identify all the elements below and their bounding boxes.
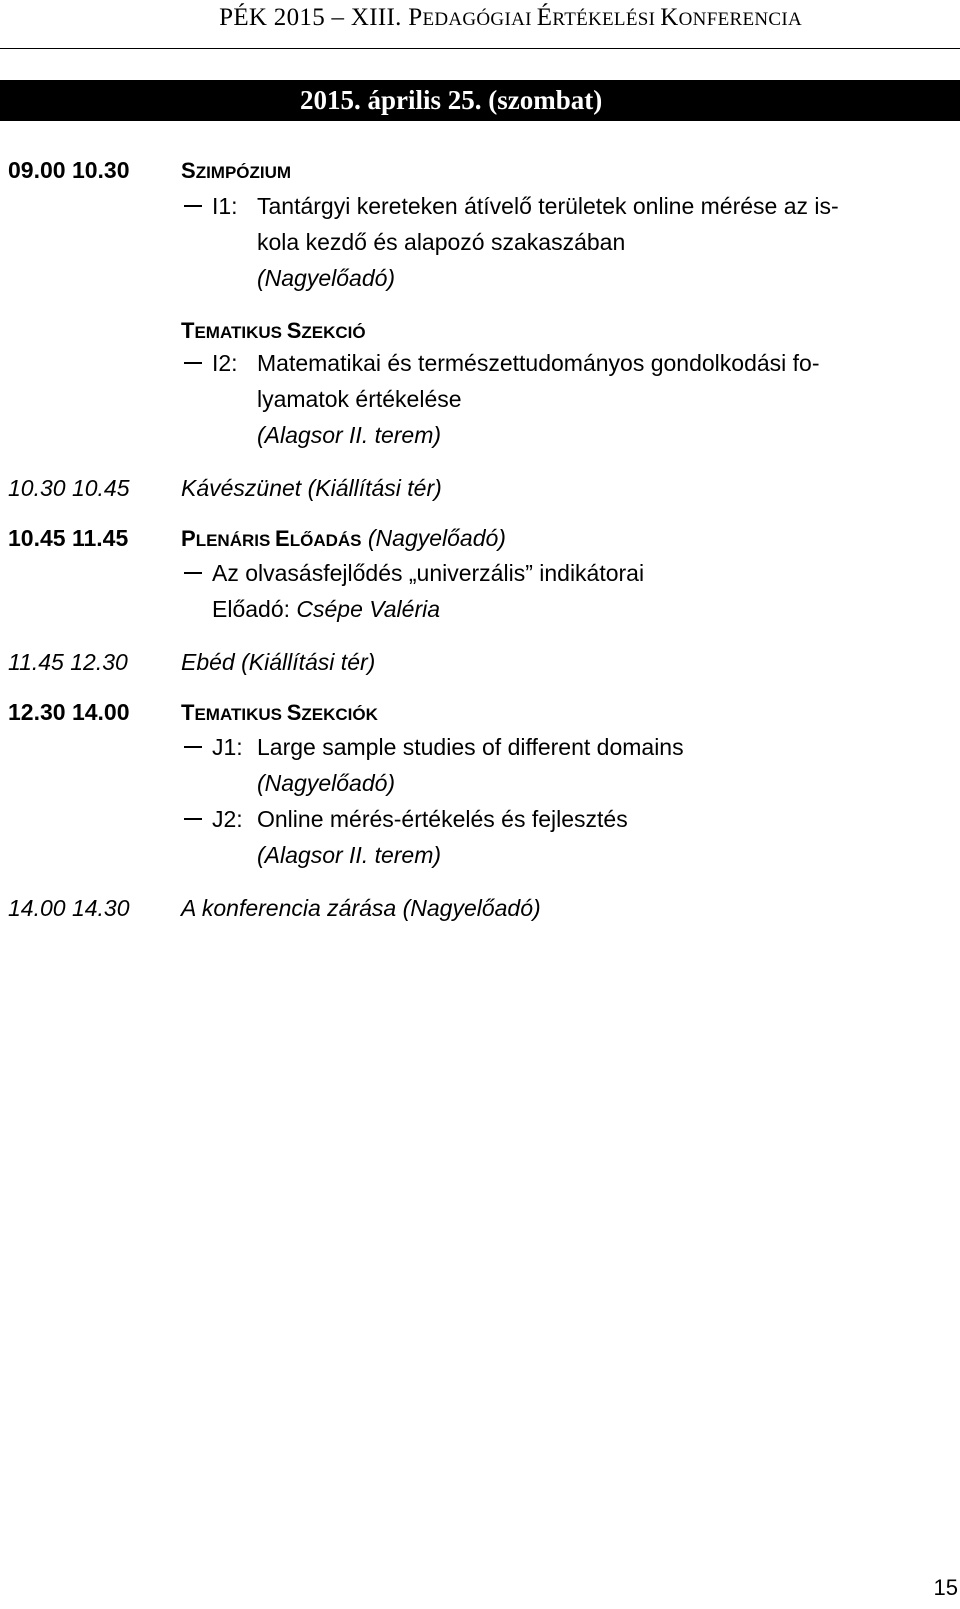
running-header: PÉK 2015 – XIII. PEDAGÓGIAI ÉRTÉKELÉSI KONFERENCIA xyxy=(219,4,802,31)
break-item: Kávészünet (Kiállítási tér) xyxy=(181,475,442,501)
time-slot: 12.30 14.00 xyxy=(8,699,130,725)
speaker: Előadó: Csépe Valéria xyxy=(212,596,441,622)
item-room: (Nagyelőadó) xyxy=(257,770,396,796)
item-room: (Alagsor II. terem) xyxy=(257,842,442,868)
bullet-dash xyxy=(184,818,202,820)
item-title: Tantárgyi kereteken átívelő területek online mérése az is- xyxy=(257,193,839,219)
time-slot: 09.00 10.30 xyxy=(8,157,130,183)
item-title: Matematikai és természettudományos gondolkodási fo- xyxy=(257,350,820,376)
item-title: Online mérés-értékelés és fejlesztés xyxy=(257,806,628,832)
session-heading: TEMATIKUS SZEKCIÓK xyxy=(181,700,378,725)
item-title: lyamatok értékelése xyxy=(257,386,462,412)
time-slot: 14.00 14.30 xyxy=(8,895,130,921)
date-text: 2015. április 25. (szombat) xyxy=(300,85,603,115)
page-number: 15 xyxy=(933,1575,958,1600)
break-item: Ebéd (Kiállítási tér) xyxy=(181,649,376,675)
time-slot: 10.45 11.45 xyxy=(8,525,129,551)
session-heading: SZIMPÓZIUM xyxy=(181,158,292,183)
talk-title: Az olvasásfejlődés „univerzális” indikátorai xyxy=(212,560,645,586)
item-code: J1: xyxy=(212,734,243,760)
closing-item: A konferencia zárása (Nagyelőadó) xyxy=(181,895,541,921)
item-room: (Alagsor II. terem) xyxy=(257,422,442,448)
date-bar xyxy=(0,80,960,121)
header-rule xyxy=(0,48,960,49)
bullet-dash xyxy=(184,205,202,207)
bullet-dash xyxy=(184,362,202,364)
item-title: Large sample studies of different domains xyxy=(257,734,684,760)
item-code: J2: xyxy=(212,806,243,832)
time-slot: 11.45 12.30 xyxy=(8,649,128,675)
time-slot: 10.30 10.45 xyxy=(8,475,130,501)
item-code: I2: xyxy=(212,350,238,376)
item-room: (Nagyelőadó) xyxy=(257,265,396,291)
item-code: I1: xyxy=(212,193,238,219)
bullet-dash xyxy=(184,746,202,748)
item-title: kola kezdő és alapozó szakaszában xyxy=(257,229,626,255)
sub-heading: TEMATIKUS SZEKCIÓ xyxy=(181,318,366,343)
bullet-dash xyxy=(184,572,202,574)
session-heading: PLENÁRIS ELŐADÁS (Nagyelőadó) xyxy=(181,525,506,551)
